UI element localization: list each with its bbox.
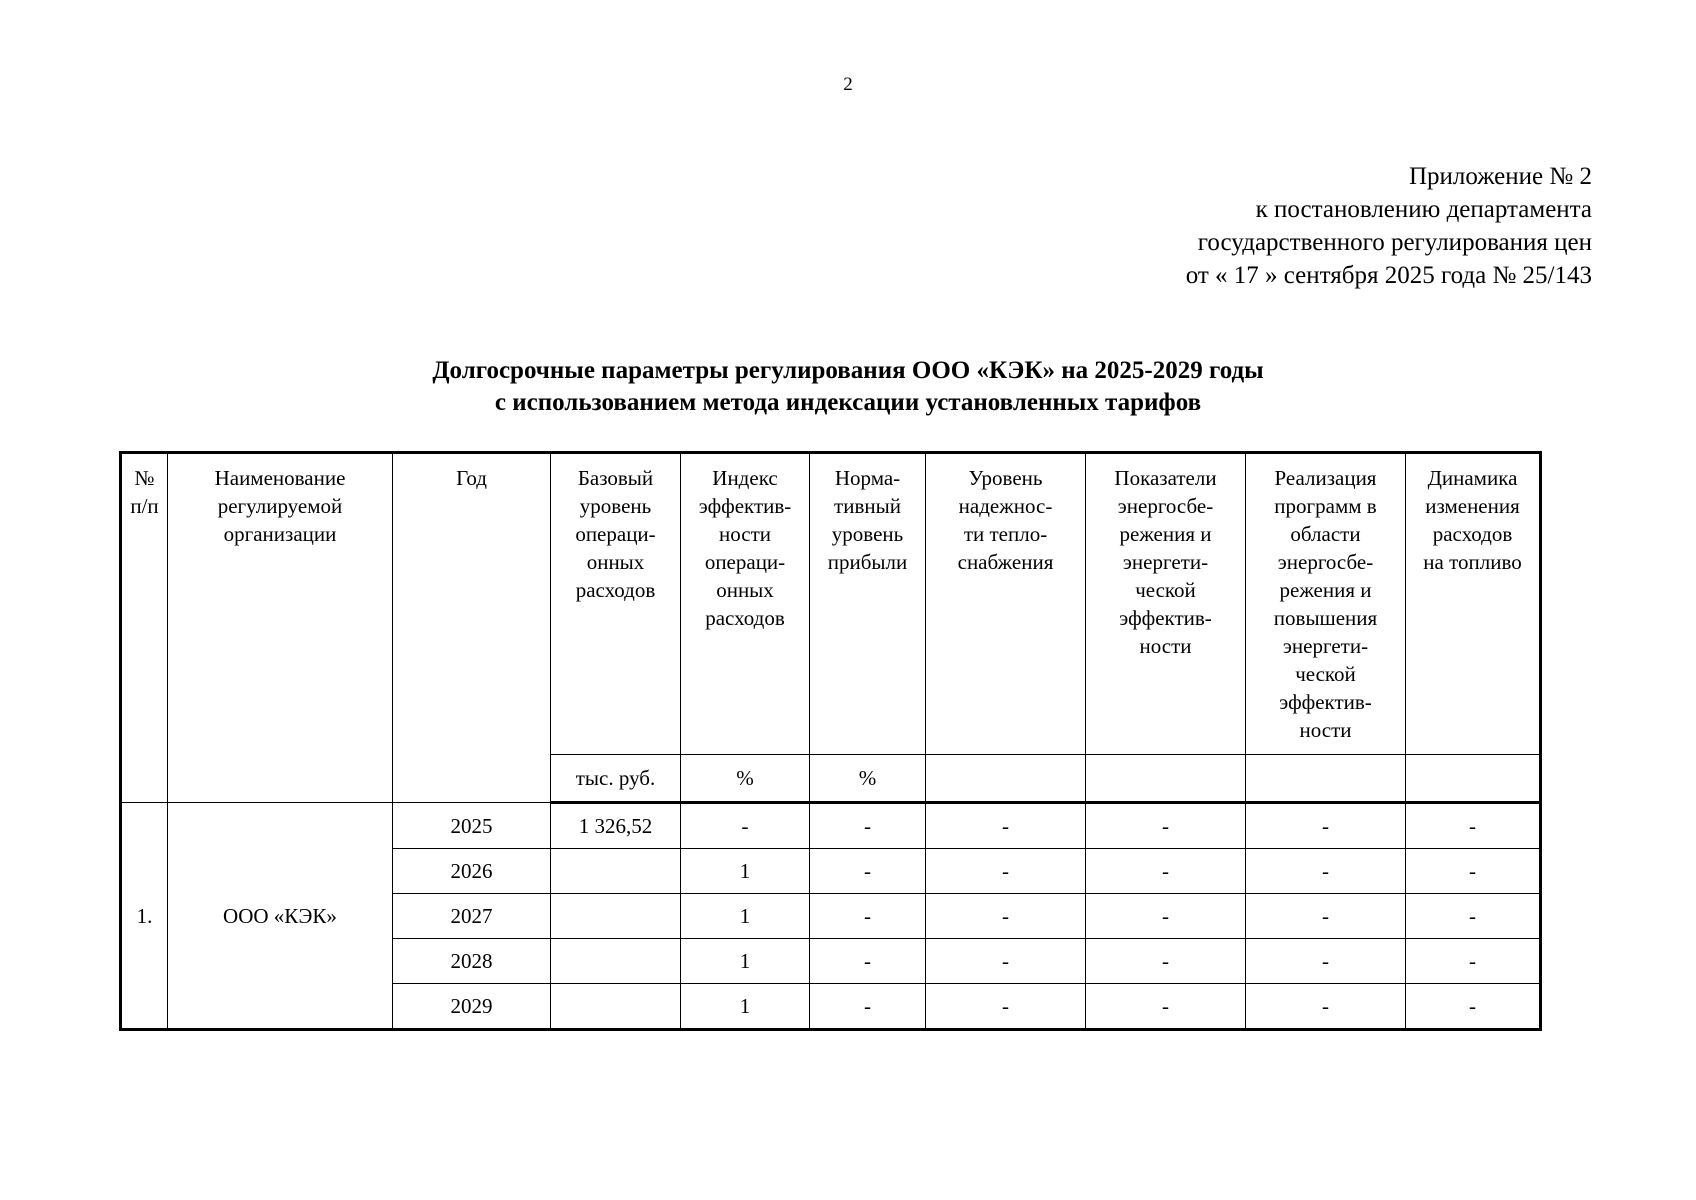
header-text: уровень bbox=[579, 494, 652, 518]
header-text: Реализация bbox=[1274, 466, 1377, 490]
header-reliability bbox=[926, 453, 1086, 755]
year-cell: 2027 bbox=[393, 894, 551, 939]
org-name-cell: ООО «КЭК» bbox=[168, 803, 393, 1030]
header-text: Норма- bbox=[834, 466, 901, 490]
efficiency-cell: 1 bbox=[681, 939, 810, 984]
energy-cell: - bbox=[1086, 849, 1246, 894]
energy-cell: - bbox=[1086, 939, 1246, 984]
header-text: прибыли bbox=[827, 550, 908, 574]
reliability-cell: - bbox=[926, 939, 1086, 984]
org-number-cell: 1. bbox=[121, 803, 168, 1030]
profit-cell: - bbox=[810, 939, 926, 984]
appendix-block bbox=[1186, 160, 1592, 292]
energy-cell: - bbox=[1086, 984, 1246, 1030]
header-text: расходов bbox=[705, 606, 785, 630]
appendix-line: Приложение № 2 bbox=[1408, 163, 1592, 190]
document-title bbox=[0, 355, 1696, 419]
programs-cell: - bbox=[1246, 939, 1406, 984]
header-text: надежнос- bbox=[958, 494, 1053, 518]
header-text: тивный bbox=[834, 494, 901, 518]
title-line: с использованием метода индексации установленных тарифов bbox=[494, 389, 1202, 416]
appendix-line: от « 17 » сентября 2025 года № 25/143 bbox=[1185, 262, 1592, 289]
unit-fuel bbox=[1406, 755, 1541, 803]
table-row bbox=[121, 803, 1541, 849]
reliability-cell: - bbox=[926, 849, 1086, 894]
fuel-cell: - bbox=[1406, 894, 1541, 939]
appendix-line: государственного регулирования цен bbox=[1197, 229, 1592, 256]
unit-energy bbox=[1086, 755, 1246, 803]
profit-cell: - bbox=[810, 894, 926, 939]
header-text: ческой bbox=[1295, 662, 1356, 686]
programs-cell: - bbox=[1246, 803, 1406, 849]
header-text: п/п bbox=[130, 494, 159, 518]
header-text: эффектив- bbox=[1279, 690, 1372, 714]
appendix-line: к постановлению департамента bbox=[1255, 196, 1592, 223]
header-profit-level bbox=[810, 453, 926, 755]
header-text: режения и bbox=[1279, 578, 1372, 602]
year-cell: 2026 bbox=[393, 849, 551, 894]
title-line: Долгосрочные параметры регулирования ООО «КЭК» на 2025-2029 годы bbox=[432, 357, 1264, 384]
year-cell: 2025 bbox=[393, 803, 551, 849]
header-text: Базовый bbox=[577, 466, 654, 490]
reliability-cell: - bbox=[926, 894, 1086, 939]
base-cell bbox=[551, 849, 681, 894]
header-text: Уровень bbox=[968, 466, 1043, 490]
parameters-table bbox=[119, 451, 1542, 1031]
unit-reliability bbox=[926, 755, 1086, 803]
header-row bbox=[121, 453, 1541, 755]
header-text: эффектив- bbox=[698, 494, 792, 518]
unit-efficiency: % bbox=[681, 755, 810, 803]
header-year bbox=[393, 453, 551, 803]
header-text: организации bbox=[223, 522, 337, 546]
header-text: энергети- bbox=[1282, 634, 1369, 658]
header-text: уровень bbox=[831, 522, 904, 546]
header-text: Показатели bbox=[1114, 466, 1217, 490]
fuel-cell: - bbox=[1406, 849, 1541, 894]
header-text: ти тепло- bbox=[963, 522, 1048, 546]
unit-base: тыс. руб. bbox=[551, 755, 681, 803]
header-text: программ в bbox=[1274, 494, 1377, 518]
header-text: Динамика bbox=[1427, 466, 1518, 490]
efficiency-cell: - bbox=[681, 803, 810, 849]
profit-cell: - bbox=[810, 984, 926, 1030]
efficiency-cell: 1 bbox=[681, 849, 810, 894]
profit-cell: - bbox=[810, 849, 926, 894]
programs-cell: - bbox=[1246, 984, 1406, 1030]
unit-profit: % bbox=[810, 755, 926, 803]
header-text: режения и bbox=[1119, 522, 1212, 546]
header-text: ности bbox=[1139, 634, 1192, 658]
header-text: на топливо bbox=[1423, 550, 1522, 574]
base-cell: 1 326,52 bbox=[551, 803, 681, 849]
header-text: № bbox=[134, 466, 155, 490]
energy-cell: - bbox=[1086, 894, 1246, 939]
programs-cell: - bbox=[1246, 849, 1406, 894]
header-text: энергети- bbox=[1122, 550, 1209, 574]
header-text: изменения bbox=[1425, 494, 1520, 518]
header-text: регулируемой bbox=[217, 494, 343, 518]
header-text: ческой bbox=[1135, 578, 1196, 602]
header-org bbox=[168, 453, 393, 803]
header-text: онных bbox=[716, 578, 774, 602]
header-text: Наименование bbox=[214, 466, 346, 490]
header-base-opex bbox=[551, 453, 681, 755]
efficiency-cell: 1 bbox=[681, 894, 810, 939]
header-fuel-dynamics bbox=[1406, 453, 1541, 755]
reliability-cell: - bbox=[926, 803, 1086, 849]
base-cell bbox=[551, 984, 681, 1030]
fuel-cell: - bbox=[1406, 984, 1541, 1030]
fuel-cell: - bbox=[1406, 803, 1541, 849]
energy-cell: - bbox=[1086, 803, 1246, 849]
header-efficiency-index bbox=[681, 453, 810, 755]
header-num bbox=[121, 453, 168, 803]
header-text: эффектив- bbox=[1119, 606, 1212, 630]
page-number: 2 bbox=[843, 74, 853, 95]
efficiency-cell: 1 bbox=[681, 984, 810, 1030]
fuel-cell: - bbox=[1406, 939, 1541, 984]
base-cell bbox=[551, 894, 681, 939]
unit-programs bbox=[1246, 755, 1406, 803]
header-text: области bbox=[1290, 522, 1361, 546]
profit-cell: - bbox=[810, 803, 926, 849]
header-text: энергосбе- bbox=[1117, 494, 1214, 518]
header-text: расходов bbox=[1432, 522, 1513, 546]
header-text: Год bbox=[456, 466, 487, 490]
header-text: повышения bbox=[1273, 606, 1378, 630]
header-energy-programs bbox=[1246, 453, 1406, 755]
reliability-cell: - bbox=[926, 984, 1086, 1030]
header-text: ности bbox=[719, 522, 771, 546]
year-cell: 2028 bbox=[393, 939, 551, 984]
header-text: энергосбе- bbox=[1277, 550, 1374, 574]
header-text: операци- bbox=[704, 550, 786, 574]
header-text: ности bbox=[1299, 718, 1352, 742]
header-text: операци- bbox=[575, 522, 656, 546]
programs-cell: - bbox=[1246, 894, 1406, 939]
header-text: снабжения bbox=[957, 550, 1054, 574]
header-text: онных bbox=[586, 550, 645, 574]
header-text: Индекс bbox=[712, 466, 778, 490]
year-cell: 2029 bbox=[393, 984, 551, 1030]
header-energy-saving-indicators bbox=[1086, 453, 1246, 755]
base-cell bbox=[551, 939, 681, 984]
header-text: расходов bbox=[575, 578, 656, 602]
